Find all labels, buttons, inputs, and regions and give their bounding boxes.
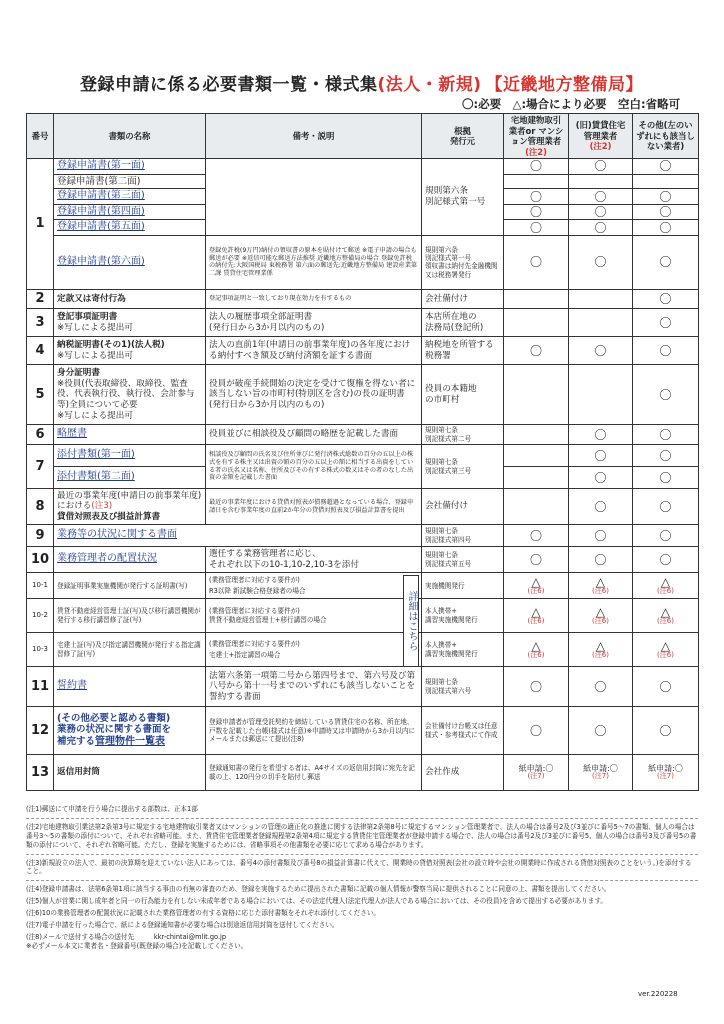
link-text[interactable]: 添付書類(第一面) xyxy=(57,449,135,461)
mark-cell xyxy=(569,599,633,633)
note-6: (注6) xyxy=(592,617,609,626)
mark-triangle: △ xyxy=(531,639,541,654)
col-a-label: 宅地建物取引業者or マンション管理業者 xyxy=(508,115,564,146)
doc-name: 宅建士証(写)及び指定講習機関が発行する指定講習修了証(写) xyxy=(54,633,206,667)
link-application-3[interactable] xyxy=(54,189,206,205)
doc-name: (その他必要と認める書類) xyxy=(57,712,171,724)
source-text: 規則第七条 別記様式第二号 xyxy=(422,425,504,445)
mark-triangle: △ xyxy=(595,575,606,590)
mark-cell xyxy=(504,573,569,599)
doc-name: 返信用封筒 xyxy=(54,755,206,791)
row-number: 8 xyxy=(27,489,54,525)
mark-circle: 〇 xyxy=(569,489,633,525)
remarks-text: 登録申請者が管理受託契約を締結している賃貸住宅の名称、所在地、戸数を記載した台帳(様式は任意)※申請時又は申請時から3か月以内にメールまたは郵送にて提出(注8) xyxy=(206,707,422,755)
mark-cell xyxy=(569,633,633,667)
note-6: (注6) xyxy=(592,587,609,596)
table-row xyxy=(27,309,699,337)
note-8-sub: ※必ずメール本文に業者名・登録番号(既登録の場合)を記載してください。 xyxy=(26,941,248,950)
mark-circle: 〇 xyxy=(569,220,633,236)
note-6: (注6) xyxy=(657,617,674,626)
mark-cell xyxy=(569,755,633,791)
table-row xyxy=(27,289,699,308)
remarks-text: 法人の直前1年(申請日の前事業年度)の各年度における納付すべき額及び納付済額を証する書面 xyxy=(206,337,422,365)
col-c: その他(左のいずれにも該当しない業者) xyxy=(633,114,699,159)
mark-circle: 〇 xyxy=(504,337,569,365)
mark-circle: 〇 xyxy=(633,425,699,445)
title-suffix: (法人・新規) xyxy=(377,75,482,95)
remarks-text: 選任する業務管理者に応じ、 それぞれ以下の10-1,10-2,10-3を添付 xyxy=(206,547,422,573)
paper-mark: 紙申請:〇 xyxy=(648,764,683,774)
table-row xyxy=(27,755,699,791)
mark-circle: 〇 xyxy=(569,189,633,205)
link-application-5[interactable] xyxy=(54,220,206,236)
note-6: (注6) xyxy=(657,587,674,596)
mark-circle: 〇 xyxy=(633,707,699,755)
row-number: 9 xyxy=(27,525,54,547)
doc-cell xyxy=(54,707,206,755)
mark-circle: 〇 xyxy=(569,667,633,707)
col-b-note: (注2) xyxy=(589,141,612,152)
note-6: (注6) xyxy=(592,651,609,660)
mark-triangle: △ xyxy=(595,639,606,654)
application-2 xyxy=(54,174,206,189)
mark-circle: 〇 xyxy=(633,235,699,289)
mark-triangle: △ xyxy=(531,575,541,590)
note-4: (注4)登録申請書は、法第6条第1項に該当する事由の有無の審査のため、登録を実施するために提出された書類に記載の個人情報が警察当局に提供されることに同意の上、書類を提出してください。 xyxy=(26,885,611,894)
col-a-note: (注2) xyxy=(525,146,547,157)
link-text[interactable]: 登録申請書(第一面) xyxy=(57,160,145,171)
mark-triangle: △ xyxy=(660,575,671,590)
mark-circle: 〇 xyxy=(569,159,633,175)
remarks-text: (業務管理者に対応する要件が) R3以降 新試験合格登録者の場合 xyxy=(209,575,306,595)
link-text[interactable]: 誓約書 xyxy=(57,680,87,692)
doc-note: ※役員(代表取締役、取締役、監査役、代表執行役、執行役、会計参与等)全員について必要 ※写しによる提出可 xyxy=(57,378,195,421)
mark-circle: 〇 xyxy=(504,204,569,220)
source-text: 会社備付け xyxy=(422,489,504,525)
remarks-text: 法第六条第一項第二号から第四号まで、第六号及び第八号から第十一号までのいずれにも該当しないことを誓約する書面 xyxy=(206,667,422,707)
mark-circle: 〇 xyxy=(633,365,699,425)
source-cell: 規則第六条 別記様式第一号 xyxy=(422,159,504,236)
note-6: (注6) xyxy=(527,651,545,660)
doc-name: 登記事項証明書 xyxy=(57,311,118,322)
mark-circle: 〇 xyxy=(633,189,699,205)
link-business-status[interactable] xyxy=(54,525,422,547)
mark-circle: 〇 xyxy=(504,235,569,289)
mark-circle: 〇 xyxy=(633,467,699,489)
link-text[interactable]: 登録申請書(第六面) xyxy=(57,256,145,268)
link-text[interactable]: 業務等の状況に関する書面 xyxy=(57,529,177,541)
remarks-text: 役員並びに相談役及び顧問の略歴を記載した書面 xyxy=(206,425,422,445)
doc-name-2: 業務の状況に関する書面を xyxy=(57,724,172,736)
row-number: 6 xyxy=(27,425,54,445)
remarks-text: 最近の事業年度における貸借対照表が債務超過となっている場合、登録申請日を含む事業年度の直前2か年分の貸借対照表及び損益計算書を提出 xyxy=(206,489,422,525)
mark-circle: 〇 xyxy=(504,667,569,707)
mark-circle: 〇 xyxy=(504,547,569,573)
row-number: 10-1 xyxy=(27,573,54,599)
source-text: 本人携帯+ 講習実施機関発行 xyxy=(422,599,504,633)
remarks-text: 役員が破産手続開始の決定を受けて復権を得ない者に該当しない旨の市町村(特別区を含む)の長の証明書 (発行日から3か月以内のもの) xyxy=(206,365,422,425)
mark-circle: 〇 xyxy=(504,707,569,755)
link-resume[interactable] xyxy=(54,425,206,445)
table-row xyxy=(27,235,699,289)
link-text[interactable]: 略歴書 xyxy=(57,428,87,440)
note-6: (注6) xyxy=(657,651,674,660)
doc-cell xyxy=(54,337,206,365)
mark-cell xyxy=(633,599,699,633)
mark-circle: 〇 xyxy=(504,220,569,236)
mark-circle: 〇 xyxy=(633,525,699,547)
row-number: 10 xyxy=(27,547,54,573)
mark-circle: 〇 xyxy=(633,489,699,525)
doc-name: 最近の事業年度(申請日の前事業年度)における xyxy=(57,490,202,512)
details-link[interactable]: 詳細はこちら xyxy=(403,575,420,667)
version-label: ver.220228 xyxy=(638,990,678,998)
remarks-cell xyxy=(206,573,422,599)
col-no: 番号 xyxy=(27,114,54,159)
row-number: 10-3 xyxy=(27,633,54,667)
table-row xyxy=(27,547,699,573)
mark-cell xyxy=(504,599,569,633)
mark-circle: 〇 xyxy=(569,467,633,489)
source-text: 規則第七条 別記様式第六号 xyxy=(422,667,504,707)
link-application-4[interactable] xyxy=(54,204,206,220)
doc-name: 定款又は寄付行為 xyxy=(54,289,206,308)
row-number: 12 xyxy=(27,707,54,755)
link-text[interactable]: 登録申請書(第三面) xyxy=(57,190,145,202)
mark-circle: 〇 xyxy=(633,204,699,220)
doc-cell xyxy=(54,489,206,525)
doc-name: 賃貸不動産経営管理士証(写)及び移行講習機関が発行する移行講習修了証(写) xyxy=(54,599,206,633)
mark-circle: 〇 xyxy=(504,159,569,175)
remarks-text: 登録通知書の発行を希望する者は、A4サイズの返信用封筒に宛先を記載の上、120円分の切手を貼付し郵送 xyxy=(206,755,422,791)
note-6: (注6) xyxy=(527,617,545,626)
table-row xyxy=(27,445,699,467)
documents-table xyxy=(26,113,699,791)
doc-name-2: 貸借対照表及び損益計算書 xyxy=(57,511,161,522)
link-application-6[interactable] xyxy=(54,235,206,289)
mark-cell xyxy=(633,633,699,667)
note-8 xyxy=(26,933,698,951)
row-number: 11 xyxy=(27,667,54,707)
note-8-email[interactable]: kkr-chintai@mlit.go.jp xyxy=(153,932,227,941)
table-row xyxy=(27,707,699,755)
mark-cell xyxy=(504,755,569,791)
note-7: (注7) xyxy=(527,772,545,781)
table-row xyxy=(27,573,699,599)
remarks-text: (業務管理者に対応する要件が) 宅建士+指定講習の場合 xyxy=(209,639,300,659)
paper-mark: 紙申請:〇 xyxy=(518,764,554,774)
col-source: 根拠 発行元 xyxy=(422,114,504,159)
remarks-text: 法人の履歴事項全部証明書 (発行日から3か月以内のもの) xyxy=(206,309,422,337)
page-title xyxy=(80,70,643,95)
mark-triangle: △ xyxy=(660,639,671,654)
row-number: 3 xyxy=(27,309,54,337)
link-text[interactable]: 添付書類(第二面) xyxy=(57,471,135,483)
link-attachment-1[interactable] xyxy=(54,445,206,467)
mark-circle: 〇 xyxy=(633,337,699,365)
link-text[interactable]: 業務管理者の配置状況 xyxy=(57,553,157,565)
source-text: 規則第七条 別記様式第四号 xyxy=(422,525,504,547)
table-row xyxy=(27,159,699,175)
table-row xyxy=(27,489,699,525)
link-text[interactable]: 登録申請書(第五面) xyxy=(57,221,145,233)
row-number: 5 xyxy=(27,365,54,425)
row-number: 13 xyxy=(27,755,54,791)
row-number: 1 xyxy=(27,159,54,290)
table-row xyxy=(27,599,699,633)
source-text: 会社作成 xyxy=(422,755,504,791)
paper-mark: 紙申請:〇 xyxy=(583,764,618,774)
note-5: (注5)個人が営業に関し成年者と同一の行為能力を有しない未成年者である場合においては、その法定代理人(法定代理人が法人である場合においては、その役員)を含めて提出する必要があります。 xyxy=(26,897,608,906)
note-7: (注7) xyxy=(592,772,609,781)
mark-circle: 〇 xyxy=(569,445,633,467)
remarks-cell xyxy=(206,159,422,236)
table-row xyxy=(27,525,699,547)
remarks-text: (業務管理者に対応する要件が) 賃貸不動産経営管理士+移行講習の場合 xyxy=(206,599,422,633)
col-remarks: 備考・説明 xyxy=(206,114,422,159)
source-text: 本店所在地の 法務局(登記所) xyxy=(422,309,504,337)
source-text: 実施機関発行 xyxy=(422,573,504,599)
table-row xyxy=(27,337,699,365)
legend: 〇:必要 △:場合により必要 空白:省略可 xyxy=(462,97,681,111)
mark-circle: 〇 xyxy=(569,425,633,445)
source-text: 役員の本籍地 の市町村 xyxy=(422,365,504,425)
row-number: 7 xyxy=(27,445,54,489)
doc-text: 登録申請書(第二面) xyxy=(57,175,141,187)
mark-triangle: △ xyxy=(660,605,671,620)
doc-cell xyxy=(54,309,206,337)
table-row xyxy=(27,667,699,707)
col-a xyxy=(504,114,569,159)
link-application-1[interactable] xyxy=(54,159,206,175)
source-text: 会社備付け xyxy=(422,289,504,308)
source-text: 規則第六条 別記様式第一号 領収書は納付先金融機関又は税務署発行 xyxy=(422,235,504,289)
doc-cell xyxy=(54,365,206,425)
mark-cell xyxy=(504,633,569,667)
mark-cell xyxy=(633,573,699,599)
mark-triangle: △ xyxy=(595,605,606,620)
note-1: (注1)郵送にて申請を行う場合に提出する部数は、正本1部 xyxy=(26,805,198,813)
link-manager-placement[interactable] xyxy=(54,547,206,573)
row-number: 4 xyxy=(27,337,54,365)
mark-triangle: △ xyxy=(531,605,541,620)
source-text: 規則第七条 別記様式第三号 xyxy=(422,445,504,489)
note-6-text: (注6)10の業務管理者の配置状況に記載された業務管理者の有する資格に応じた添付書類をそれぞれ添付してください。 xyxy=(26,909,381,918)
mark-circle: 〇 xyxy=(633,667,699,707)
mark-circle: 〇 xyxy=(569,235,633,289)
header-row xyxy=(27,114,699,159)
mark-cell xyxy=(633,755,699,791)
remarks-text: 相談役及び顧問の氏名及び住所並びに発行済株式総数の百分の五以上の株式を有する株主又は出資の額の百分の五以上の額に相当する出資をしている者の氏名又は名称、住所及びその有する株式の数又はその者のなした出資の金額を記載した書面 xyxy=(206,445,422,489)
mark-circle: 〇 xyxy=(504,525,569,547)
title-main: 登録申請に係る必要書類一覧・様式集 xyxy=(80,75,378,95)
note-7-text: (注7)電子申請を行った場合で、紙による登録通知書が必要な場合は別途返信用封筒を送付してください。 xyxy=(26,921,339,930)
mark-circle: 〇 xyxy=(569,204,633,220)
table-row xyxy=(27,425,699,445)
table-row xyxy=(27,633,699,667)
bureau-name: 【近畿地方整備局】 xyxy=(485,75,644,95)
note-2: (注2)宅地建物取引業法第2条第3号に規定する宅地建物取引業者又はマンションの管理の適正化の推進に関する法律第2条第8号に規定するマンション管理業者で、法人の場合は番号2及び3並びに番号5〜7の書類、個人の場合は番号3〜5の書類の添付について、それぞれ省略可能。また、賃貸住宅管理業者登録規程第2条第4項に規定する賃貸住宅管理業者が登録申請する場合で、法人の場合は番号2及び3並びに番号5、個人の場合は番号3及び番号5の書類の添付について、それぞれ省略可能。ただし、登録を実施するためには、省略事項その他書類を必要に応じて求める場合があります。 xyxy=(26,822,697,849)
source-text: 規則第七条 別記様式第五号 xyxy=(422,547,504,573)
mark-circle: 〇 xyxy=(633,289,699,308)
mark-circle: 〇 xyxy=(633,309,699,337)
doc-name: 登録証明事業実施機関が発行する証明書(写) xyxy=(54,573,206,599)
doc-note: (注3) xyxy=(91,501,113,512)
notes-section xyxy=(26,805,698,954)
link-pledge[interactable] xyxy=(54,667,206,707)
doc-name: 納税証明書(その1)(法人税) xyxy=(57,339,165,350)
link-attachment-2[interactable] xyxy=(54,467,206,489)
col-doc: 書類の名称 xyxy=(54,114,206,159)
source-text: 納税地を所管する 税務署 xyxy=(422,337,504,365)
note-3: (注3)新規設立の法人で、最初の決算期を迎えていない法人にあっては、番号4の添付書類及び番号8の損益計算書に代えて、開業時の貸借対照表(会社の設立時や会社の開業時に作成される貸借対照表のことをいう。)を添付すること。 xyxy=(26,858,692,876)
link-property-list[interactable]: 管理物件一覧表 xyxy=(95,736,166,748)
note-7: (注7) xyxy=(657,772,674,781)
mark-circle: 〇 xyxy=(569,707,633,755)
mark-cell xyxy=(569,573,633,599)
remarks-text: 登記事項証明と一致しており現在効力を有するもの xyxy=(206,289,422,308)
mark-circle: 〇 xyxy=(569,547,633,573)
mark-circle: 〇 xyxy=(504,189,569,205)
note-6: (注6) xyxy=(527,587,545,596)
note-8-label: (注8)メールで送付する場合の送付先 xyxy=(26,932,135,941)
remarks-text: 登録免許税(9万円)納付の領収書の原本を貼付けて郵送 ※電子申請の場合も郵送が必要 ※返信可能な郵送方法推奨 近畿地方整備局の場合 登録免許税の納付先:大阪国税局 東税務署 第六面の郵送先:近畿地方整備局 建設産業第二課 賃貸住宅管理業係 xyxy=(206,235,422,289)
mark-circle: 〇 xyxy=(569,337,633,365)
doc-note: ※写しによる提出可 xyxy=(57,322,133,333)
source-text: 本人携帯+ 講習実施機関発行 xyxy=(422,633,504,667)
row-number: 10-2 xyxy=(27,599,54,633)
col-b-label: (旧)賃貸住宅管理業者 xyxy=(575,120,626,141)
mark-circle: 〇 xyxy=(633,220,699,236)
mark-circle: 〇 xyxy=(633,159,699,175)
link-text[interactable]: 登録申請書(第四面) xyxy=(57,205,145,217)
col-b xyxy=(569,114,633,159)
doc-name-3: 補完する xyxy=(57,736,96,748)
mark-circle: 〇 xyxy=(633,445,699,467)
doc-note: ※写しによる提出可 xyxy=(57,350,133,361)
row-number: 2 xyxy=(27,289,54,308)
table-row xyxy=(27,365,699,425)
source-text: 会社備付け台帳又は任意様式・参考様式にて作成 xyxy=(422,707,504,755)
mark-circle: 〇 xyxy=(569,525,633,547)
mark-circle: 〇 xyxy=(633,547,699,573)
doc-name: 身分証明書 xyxy=(57,367,100,378)
